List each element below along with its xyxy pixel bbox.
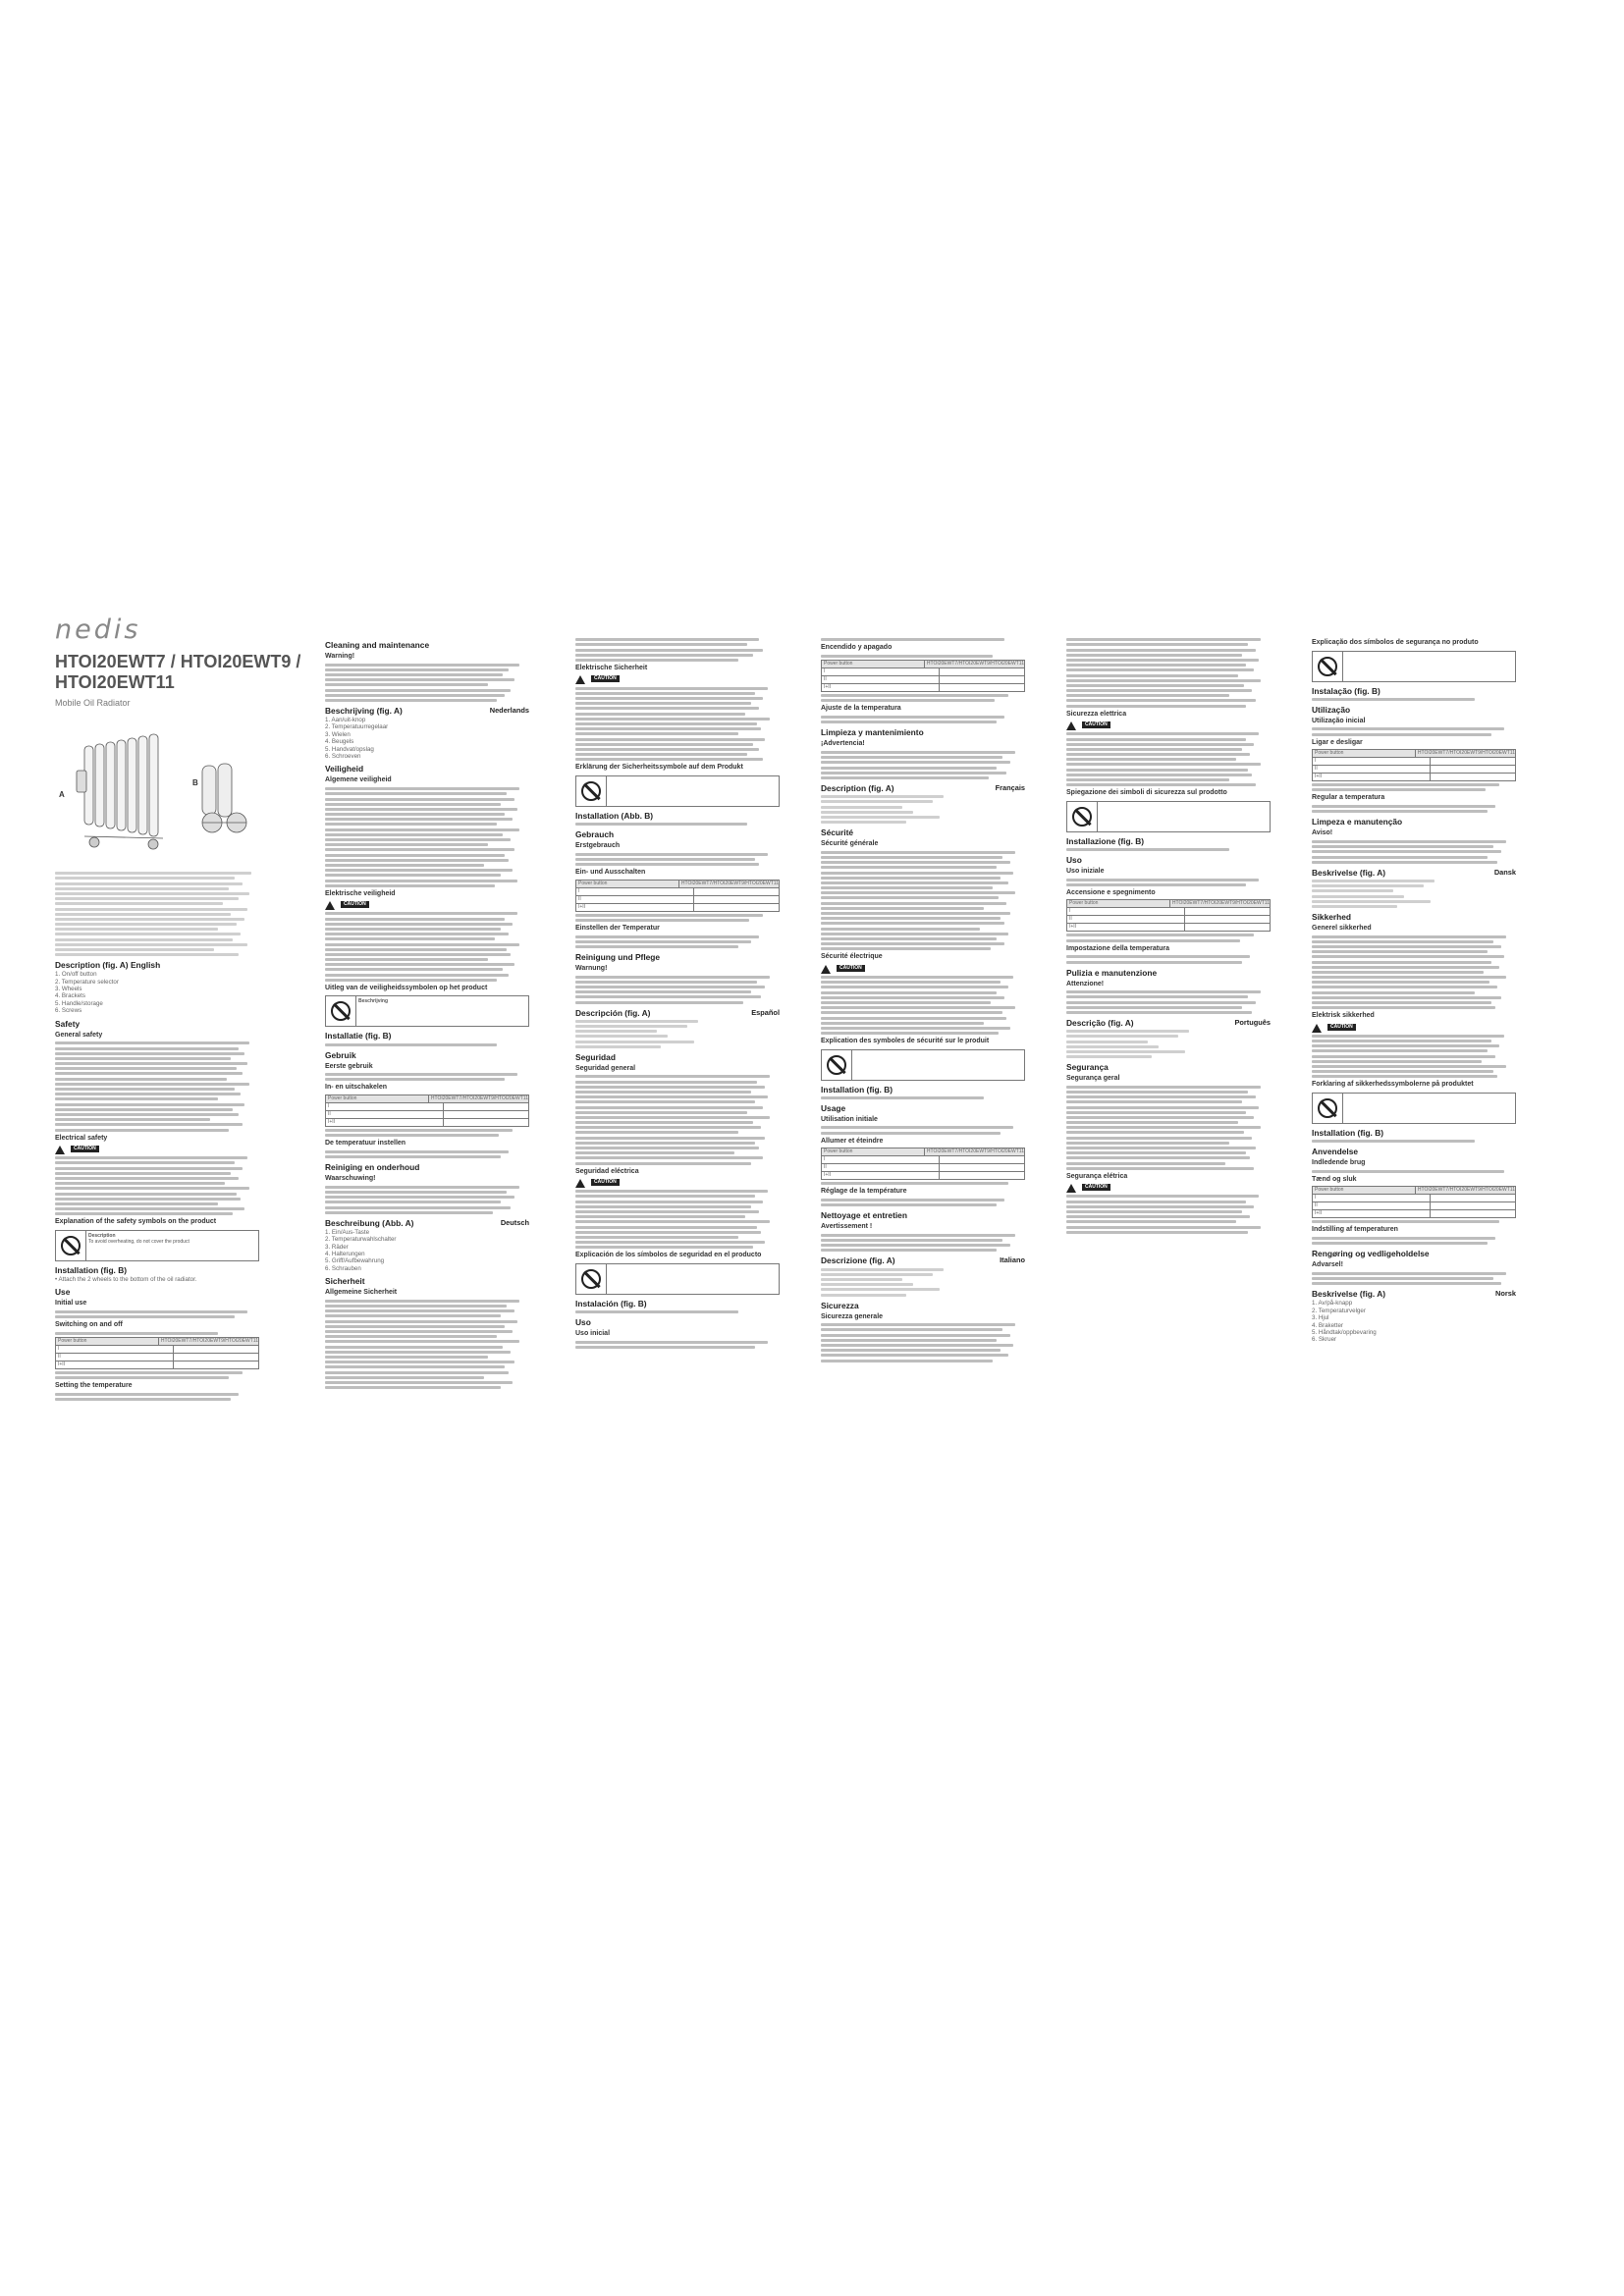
fr-electrical-safety: Sécurité électrique <box>821 953 883 961</box>
warning-triangle-icon <box>575 1179 585 1188</box>
nl-part-5: 5. Handvat/opslag <box>325 745 374 753</box>
de-power-table: Power button HTOI20EWT7/HTOI20EWT9/HTOI20EWT11 I II I+II <box>575 880 780 912</box>
nl-part-1: 1. Aan/uit-knop <box>325 717 366 723</box>
en-part-5: 5. Handle/storage <box>55 999 103 1007</box>
es-temp: Ajuste de la temperatura <box>821 705 901 713</box>
nl-temp: De temperatuur instellen <box>325 1140 406 1148</box>
nl-use: Gebruik <box>325 1049 356 1060</box>
nl-installation: Installatie (fig. B) <box>325 1031 392 1041</box>
nl-part-4: 4. Beugels <box>325 738 354 746</box>
fr-cleaning: Nettoyage et entretien <box>821 1210 907 1221</box>
de-warning: Warnung! <box>575 964 608 972</box>
warning-triangle-icon <box>821 965 831 974</box>
es-safety: Seguridad <box>575 1051 616 1062</box>
no-part-1: 1. Av/på-knapp <box>1312 1300 1353 1308</box>
da-safety: Sikkerhed <box>1312 911 1352 922</box>
warning-triangle-icon <box>1066 1184 1076 1193</box>
fr-symbol-table <box>821 1049 1025 1081</box>
model-line-1: HTOI20EWT7 / HTOI20EWT9 / <box>55 652 301 671</box>
en-general-safety: General safety <box>55 1031 103 1039</box>
pt-cleaning: Limpeza e manutenção <box>1312 817 1403 828</box>
da-symbol-table <box>1312 1093 1516 1124</box>
es-initial-use: Uso inicial <box>575 1330 611 1337</box>
en-part-2: 2. Temperature selector <box>55 978 119 986</box>
en-use-heading: Use <box>55 1287 71 1298</box>
pt-general-safety: Segurança geral <box>1066 1075 1120 1083</box>
fr-safety: Sécurité <box>821 828 854 838</box>
it-description-heading: Descrizione (fig. A) Italiano <box>821 1255 1025 1266</box>
pt-symbols-heading: Explicação dos símbolos de segurança no produto <box>1312 639 1479 646</box>
da-temp: Indstilling af temperaturen <box>1312 1226 1398 1234</box>
da-warning: Advarsel! <box>1312 1261 1343 1269</box>
it-general-safety: Sicurezza generale <box>821 1312 884 1320</box>
fr-initial-use: Utilisation initiale <box>821 1115 878 1123</box>
fr-description-heading: Description (fig. A) Français <box>821 782 1025 793</box>
it-switching: Accensione e spegnimento <box>1066 888 1156 896</box>
en-switching: Switching on and off <box>55 1321 123 1329</box>
it-use: Uso <box>1066 854 1082 865</box>
caution-badge: CAUTION <box>71 1146 99 1152</box>
de-part-1: 1. Ein/Aus-Taste <box>325 1228 370 1236</box>
en-power-table: Power button HTOI20EWT7/HTOI20EWT9/HTOI20EWT11 I II I+II <box>55 1337 259 1369</box>
nl-power-table: Power button HTOI20EWT7/HTOI20EWT9/HTOI20EWT11 I II I+II <box>325 1095 529 1127</box>
cleaning-heading: Cleaning and maintenance <box>325 640 430 650</box>
pt-temp: Regular a temperatura <box>1312 794 1385 802</box>
da-switching: Tænd og sluk <box>1312 1175 1357 1183</box>
model-line-2: HTOI20EWT11 <box>55 672 175 692</box>
caution-badge: CAUTION <box>1327 1024 1356 1031</box>
warning-triangle-icon <box>575 675 585 684</box>
da-use: Anvendelse <box>1312 1147 1359 1157</box>
caution-badge: CAUTION <box>341 901 369 908</box>
en-part-6: 6. Screws <box>55 1007 82 1015</box>
es-symbols-heading: Explicación de los símbolos de seguridad en el producto <box>575 1252 762 1259</box>
es-symbol-table <box>575 1263 780 1295</box>
de-safety: Sicherheit <box>325 1276 365 1287</box>
nl-general-safety: Algemene veiligheid <box>325 776 392 784</box>
fr-power-table: Power button HTOI20EWT7/HTOI20EWT9/HTOI20EWT11 I II I+II <box>821 1148 1025 1180</box>
en-safety-heading: Safety <box>55 1018 81 1029</box>
es-electrical-safety: Seguridad eléctrica <box>575 1167 639 1175</box>
de-temp: Einstellen der Temperatur <box>575 924 660 932</box>
es-installation: Instalación (fig. B) <box>575 1298 647 1308</box>
de-installation: Installation (Abb. B) <box>575 810 654 821</box>
en-part-3: 3. Wheels <box>55 986 82 992</box>
do-not-cover-icon <box>61 1236 81 1255</box>
nl-warning: Waarschuwing! <box>325 1175 376 1183</box>
nl-symbols-heading: Uitleg van de veiligheidssymbolen op het product <box>325 984 488 991</box>
it-symbol-table <box>1066 801 1271 832</box>
de-part-3: 3. Räder <box>325 1243 349 1251</box>
fr-switching: Allumer et éteindre <box>821 1137 884 1145</box>
pt-installation: Instalação (fig. B) <box>1312 685 1380 696</box>
en-part-1: 1. On/off button <box>55 971 97 979</box>
de-switching: Ein- und Ausschalten <box>575 869 646 876</box>
it-symbols-heading: Spiegazione dei simboli di sicurezza sul prodotto <box>1066 789 1227 797</box>
nl-description-heading: Beschrijving (fig. A) Nederlands <box>325 706 529 716</box>
da-symbols-heading: Forklaring af sikkerhedssymbolerne på produktet <box>1312 1081 1474 1089</box>
column-spanish-french-italian <box>821 636 1025 1364</box>
product-subtitle: Mobile Oil Radiator <box>55 698 131 708</box>
nl-first-use: Eerste gebruik <box>325 1062 373 1070</box>
model-title <box>55 652 300 693</box>
de-first-use: Erstgebrauch <box>575 841 621 849</box>
fr-installation: Installation (fig. B) <box>821 1084 893 1095</box>
en-install-step: • Attach the 2 wheels to the bottom of the oil radiator. <box>55 1275 197 1283</box>
warning-triangle-icon <box>325 901 335 910</box>
de-part-5: 5. Griff/Aufbewahrung <box>325 1257 385 1265</box>
nl-cleaning: Reiniging en onderhoud <box>325 1162 420 1173</box>
column-german-spanish <box>575 636 780 1351</box>
de-symbols-heading: Erklärung der Sicherheitssymbole auf dem Produkt <box>575 764 743 772</box>
column-italian-portuguese <box>1066 636 1271 1236</box>
do-not-cover-icon <box>581 781 601 801</box>
de-general-safety: Allgemeine Sicherheit <box>325 1289 398 1297</box>
pt-safety: Segurança <box>1066 1062 1109 1073</box>
fr-use: Usage <box>821 1102 846 1113</box>
da-general-safety: Generel sikkerhed <box>1312 924 1372 932</box>
de-part-4: 4. Halterungen <box>325 1250 365 1257</box>
no-part-5: 5. Håndtak/oppbevaring <box>1312 1329 1377 1336</box>
es-warning: ¡Advertencia! <box>821 740 865 748</box>
warning-triangle-icon <box>1066 721 1076 730</box>
nl-part-6: 6. Schroeven <box>325 753 361 761</box>
nl-part-2: 2. Temperatuurregelaar <box>325 723 389 731</box>
do-not-cover-icon <box>1072 807 1092 827</box>
do-not-cover-icon <box>331 1001 351 1021</box>
nl-symbol-table: Beschrijving <box>325 995 529 1027</box>
warning-triangle-icon <box>1312 1024 1322 1033</box>
radiator-illustration <box>77 734 163 849</box>
en-installation-heading: Installation (fig. B) <box>55 1264 128 1275</box>
fr-temp: Réglage de la température <box>821 1188 907 1196</box>
figure-label-b: B <box>192 778 198 787</box>
fr-general-safety: Sécurité générale <box>821 840 879 848</box>
figure-label-a: A <box>59 790 65 799</box>
wheel-detail-illustration <box>202 764 246 832</box>
pt-switching: Ligar e desligar <box>1312 738 1363 746</box>
da-electrical-safety: Elektrisk sikkerhed <box>1312 1012 1375 1020</box>
pt-electrical-safety: Segurança elétrica <box>1066 1172 1128 1180</box>
caution-badge: CAUTION <box>1082 1184 1110 1191</box>
it-power-table: Power button HTOI20EWT7/HTOI20EWT9/HTOI20EWT11 I II I+II <box>1066 899 1271 932</box>
do-not-cover-icon <box>1318 1098 1337 1118</box>
es-description-heading: Descripción (fig. A) Español <box>575 1007 780 1018</box>
no-part-2: 2. Temperaturvelger <box>1312 1307 1366 1314</box>
pt-warning: Aviso! <box>1312 829 1333 837</box>
caution-badge: CAUTION <box>837 965 865 972</box>
no-part-6: 6. Skruer <box>1312 1336 1337 1344</box>
de-part-6: 6. Schrauben <box>325 1264 361 1272</box>
warning-triangle-icon <box>55 1146 65 1154</box>
it-temp: Impostazione della temperatura <box>1066 944 1170 952</box>
pt-power-table: Power button HTOI20EWT7/HTOI20EWT9/HTOI20EWT11 I II I+II <box>1312 749 1516 781</box>
en-description-heading: Description (fig. A) English <box>55 960 161 971</box>
nl-switching: In- en uitschakelen <box>325 1084 388 1092</box>
column-english <box>55 870 259 1403</box>
no-part-3: 3. Hjul <box>1312 1314 1329 1322</box>
pt-use: Utilização <box>1312 704 1351 715</box>
pt-description-heading: Descrição (fig. A) Português <box>1066 1017 1271 1028</box>
no-part-4: 4. Braketter <box>1312 1321 1343 1329</box>
caution-badge: CAUTION <box>1082 721 1110 728</box>
es-general-safety: Seguridad general <box>575 1064 636 1072</box>
da-initial-use: Indledende brug <box>1312 1159 1366 1167</box>
column-portuguese-danish-norwegian <box>1312 636 1516 1344</box>
en-part-4: 4. Brackets <box>55 992 85 1000</box>
da-power-table: Power button HTOI20EWT7/HTOI20EWT9/HTOI20EWT11 I II I+II <box>1312 1186 1516 1218</box>
it-initial-use: Uso iniziale <box>1066 867 1105 875</box>
do-not-cover-icon <box>1318 657 1337 676</box>
es-power-table: Power button HTOI20EWT7/HTOI20EWT9/HTOI20EWT11 I II I+II <box>821 660 1025 692</box>
it-electrical-safety: Sicurezza elettrica <box>1066 710 1127 718</box>
it-warning: Attenzione! <box>1066 980 1105 988</box>
da-installation: Installation (fig. B) <box>1312 1127 1384 1138</box>
de-electrical-safety: Elektrische Sicherheit <box>575 664 648 671</box>
de-description-heading: Beschreibung (Abb. A) Deutsch <box>325 1217 529 1228</box>
nl-electrical-safety: Elektrische veiligheid <box>325 889 396 897</box>
caution-badge: CAUTION <box>591 1179 620 1186</box>
de-use: Gebrauch <box>575 828 615 839</box>
fr-symbols-heading: Explication des symboles de sécurité sur le produit <box>821 1038 990 1045</box>
nl-part-3: 3. Wielen <box>325 730 351 738</box>
caution-badge: CAUTION <box>591 675 620 682</box>
en-setting-temp: Setting the temperature <box>55 1382 133 1390</box>
pt-initial-use: Utilização inicial <box>1312 717 1366 724</box>
es-cleaning: Limpieza y mantenimiento <box>821 727 924 738</box>
do-not-cover-icon <box>827 1055 846 1075</box>
es-switching: Encendido y apagado <box>821 644 893 652</box>
da-cleaning: Rengøring og vedligeholdelse <box>1312 1249 1430 1259</box>
en-symbols-heading: Explanation of the safety symbols on the product <box>55 1218 217 1226</box>
nl-safety-heading: Veiligheid <box>325 764 364 774</box>
it-cleaning: Pulizia e manutenzione <box>1066 967 1158 978</box>
de-symbol-table <box>575 775 780 807</box>
no-description-heading: Beskrivelse (fig. A) Norsk <box>1312 1289 1516 1300</box>
product-figure <box>55 726 256 864</box>
do-not-cover-icon <box>581 1269 601 1289</box>
en-initial-use: Initial use <box>55 1300 87 1308</box>
it-safety: Sicurezza <box>821 1300 859 1310</box>
es-use: Uso <box>575 1317 591 1327</box>
de-cleaning: Reinigung und Pflege <box>575 951 661 962</box>
da-description-heading: Beskrivelse (fig. A) Dansk <box>1312 867 1516 878</box>
warning-heading: Warning! <box>325 653 355 660</box>
brand-logo: nedis <box>55 614 141 645</box>
fr-warning: Avertissement ! <box>821 1223 873 1231</box>
it-installation: Installazione (fig. B) <box>1066 835 1145 846</box>
en-symbol-table: Description To avoid overheating, do not cover the product <box>55 1230 259 1261</box>
en-electrical-safety: Electrical safety <box>55 1134 108 1142</box>
pt-symbol-table <box>1312 651 1516 682</box>
column-dutch-german <box>325 636 529 1391</box>
de-part-2: 2. Temperaturwahlschalter <box>325 1236 397 1244</box>
